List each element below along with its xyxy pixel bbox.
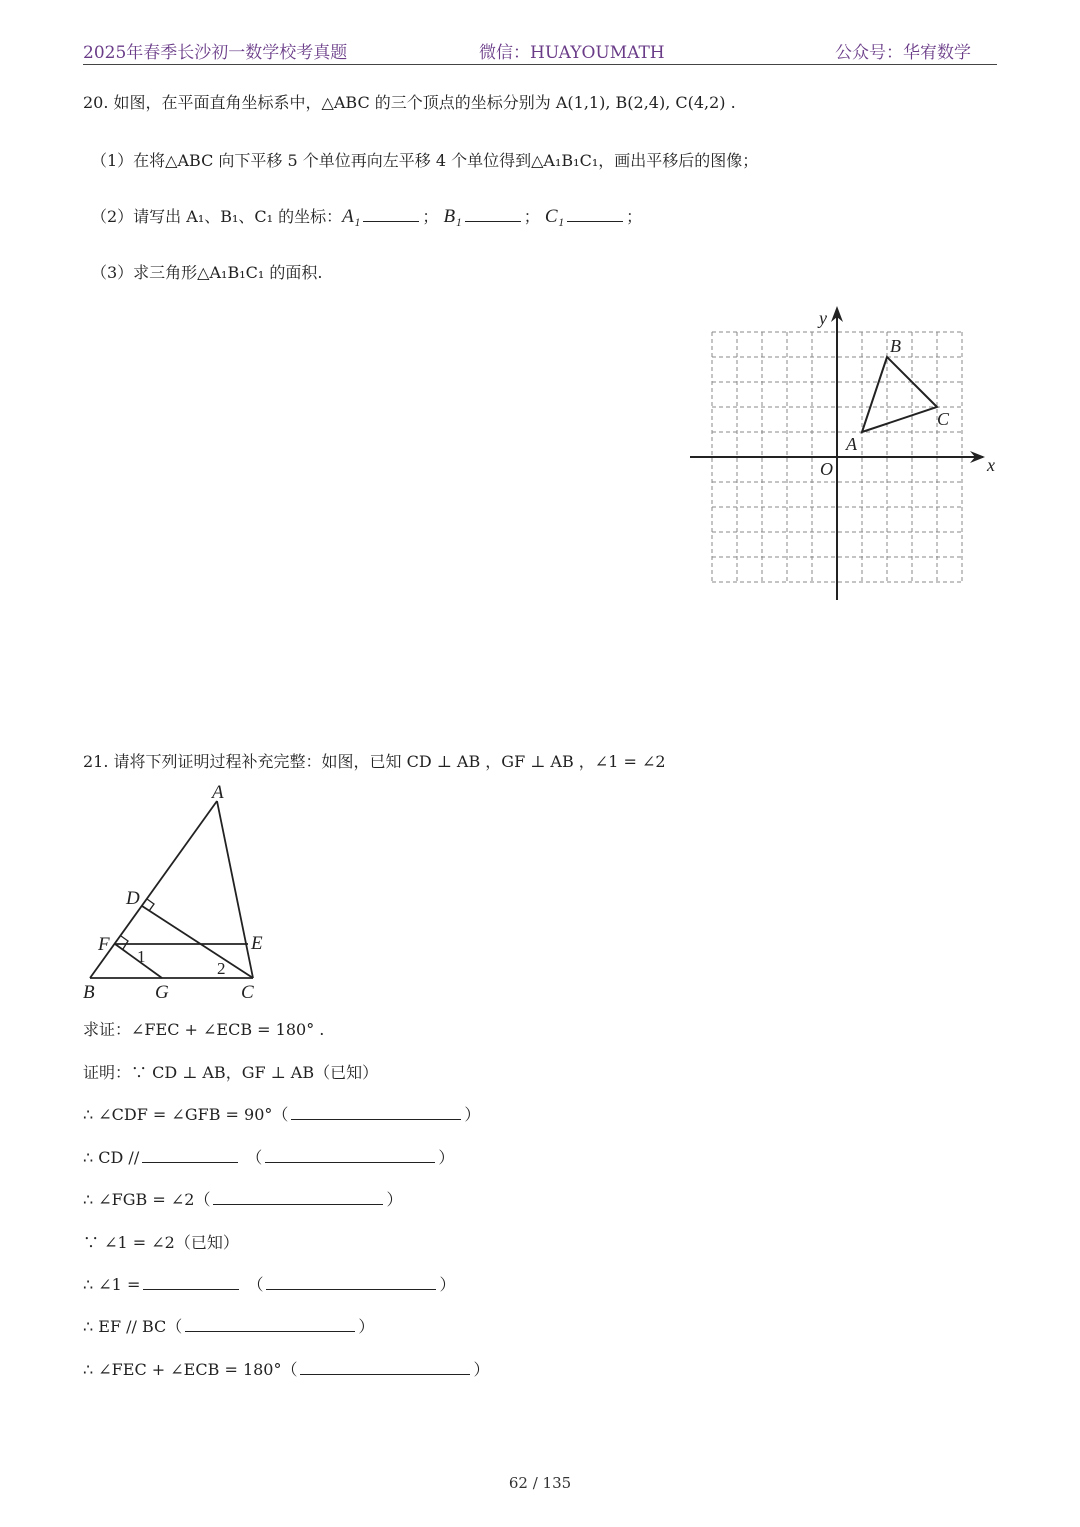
point-e-label: E xyxy=(251,933,263,954)
header-left-title: 2025年春季长沙初一数学校考真题 xyxy=(83,43,348,63)
q21-step2-text: ∴ CD // xyxy=(83,1148,140,1167)
page-number: 62 / 135 xyxy=(508,1474,572,1492)
angle-2-label: 2 xyxy=(217,959,226,978)
header-rule xyxy=(83,64,997,65)
q20-part2-b1-label: B₁ xyxy=(443,206,462,227)
q21-step2-line-blank[interactable] xyxy=(142,1148,238,1163)
point-b-label: B xyxy=(83,982,95,1003)
q20-part2-c1-label: C₁ xyxy=(544,206,565,227)
q21-step2-reason-blank[interactable] xyxy=(265,1148,435,1163)
q21-step7-reason-blank[interactable] xyxy=(300,1360,470,1375)
y-axis-label: y xyxy=(819,308,827,328)
q21-step1-text: ∴ ∠CDF = ∠GFB = 90°（ xyxy=(83,1105,289,1124)
q20-b1-blank[interactable] xyxy=(465,207,521,222)
triangle-abc xyxy=(862,357,937,432)
point-f-label: F xyxy=(98,934,110,955)
q21-step5-close: ） xyxy=(439,1275,456,1294)
q21-stem: 21. 请将下列证明过程补充完整：如图，已知 CD ⊥ AB ，GF ⊥ AB ，∠1 = ∠2 xyxy=(83,752,666,771)
q21-step4: ∵ ∠1 = ∠2（已知） xyxy=(83,1233,239,1252)
q21-step7-text: ∴ ∠FEC + ∠ECB = 180°（ xyxy=(83,1360,298,1379)
q21-step5-open: （ xyxy=(247,1275,264,1294)
q21-step2 xyxy=(83,1145,454,1168)
vertex-c-label: C xyxy=(937,409,950,429)
q20-part1: （1）在将△ABC 向下平移 5 个单位再向左平移 4 个单位得到△A₁B₁C₁，画出平移后的图像； xyxy=(91,151,759,170)
q21-step3-text: ∴ ∠FGB = ∠2（ xyxy=(83,1190,211,1209)
q21-step6-close: ） xyxy=(358,1317,375,1336)
q21-step1-reason-blank[interactable] xyxy=(291,1105,461,1120)
q20-sep-2: ； xyxy=(523,207,540,226)
q21-step5-angle-blank[interactable] xyxy=(143,1275,239,1290)
q20-a1-blank[interactable] xyxy=(363,207,419,222)
q21-step3 xyxy=(83,1187,403,1210)
vertex-a-label: A xyxy=(846,434,857,454)
point-g-label: G xyxy=(155,982,169,1003)
q21-step3-reason-blank[interactable] xyxy=(213,1190,383,1205)
q20-part3: （3）求三角形△A₁B₁C₁ 的面积. xyxy=(91,263,323,282)
q21-step6-text: ∴ EF // BC（ xyxy=(83,1317,183,1336)
q20-part2-a1-label: A₁ xyxy=(342,206,361,227)
q21-step3-close: ） xyxy=(386,1190,403,1209)
q21-step1 xyxy=(83,1102,480,1125)
q21-step6-reason-blank[interactable] xyxy=(185,1317,355,1332)
origin-label: O xyxy=(820,459,833,479)
point-c-label: C xyxy=(241,982,254,1003)
q20-stem: 20. 如图，在平面直角坐标系中，△ABC 的三个顶点的坐标分别为 A(1,1), B(2,4), C(4,2) . xyxy=(83,93,736,112)
angle-1-label: 1 xyxy=(137,947,146,966)
x-axis-label: x xyxy=(987,455,995,475)
q20-c1-blank[interactable] xyxy=(567,207,623,222)
q20-part2 xyxy=(91,204,642,228)
coordinate-grid-figure xyxy=(685,300,1000,610)
q21-step7 xyxy=(83,1357,490,1380)
point-d-label: D xyxy=(126,888,140,909)
q21-step6 xyxy=(83,1314,374,1337)
point-a-label: A xyxy=(212,782,224,803)
q20-sep-3: ； xyxy=(626,207,643,226)
q20-sep-1: ； xyxy=(422,207,439,226)
q21-step1-close: ） xyxy=(464,1105,481,1124)
q21-step2-close: ） xyxy=(438,1148,455,1167)
q20-part2-prefix: （2）请写出 A₁、B₁、C₁ 的坐标： xyxy=(91,207,343,226)
q21-proof-start: 证明：∵ CD ⊥ AB，GF ⊥ AB（已知） xyxy=(83,1063,379,1082)
vertex-b-label: B xyxy=(890,336,901,356)
geometry-figure xyxy=(78,778,278,1006)
q21-step7-close: ） xyxy=(473,1360,490,1379)
header-wechat: 微信：HUAYOUMATH xyxy=(479,43,665,63)
header-public-account: 公众号：华宥数学 xyxy=(835,43,971,63)
q21-step2-open: （ xyxy=(246,1148,263,1167)
q21-prove: 求证：∠FEC + ∠ECB = 180° . xyxy=(83,1020,325,1039)
q21-step5-reason-blank[interactable] xyxy=(266,1275,436,1290)
q21-step5 xyxy=(83,1272,455,1295)
q21-step5-text: ∴ ∠1 = xyxy=(83,1275,141,1294)
geometry-lines xyxy=(90,801,253,978)
